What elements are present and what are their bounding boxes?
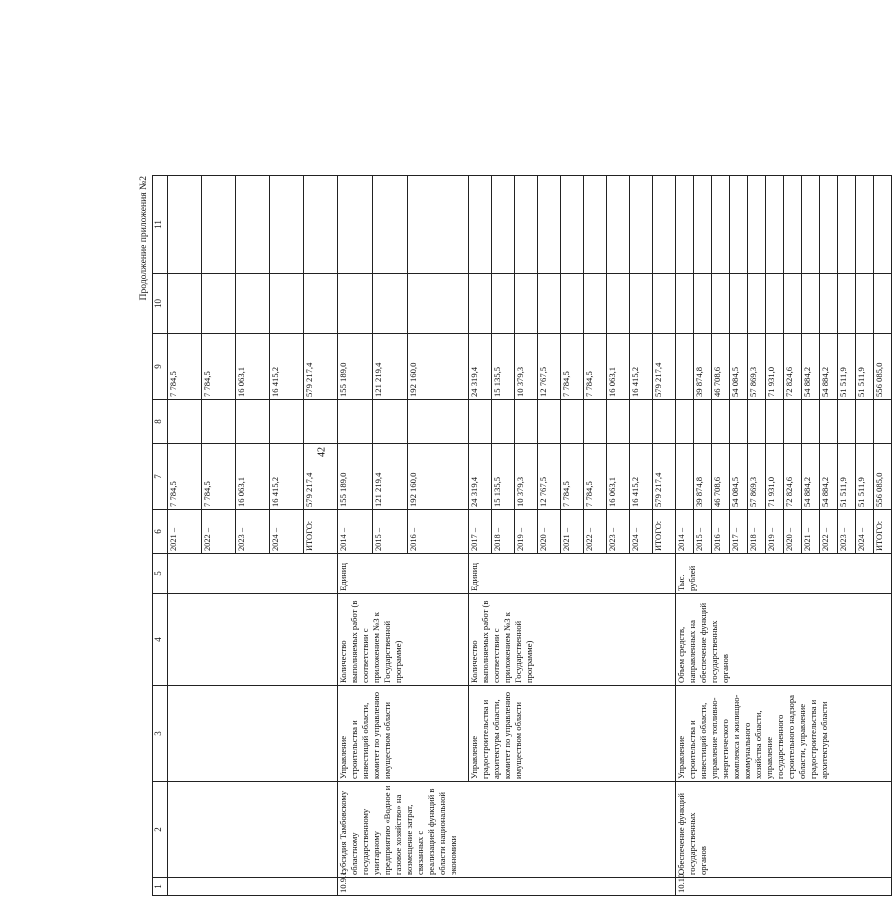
- value-col11: [820, 176, 838, 274]
- year-cell: 2024 –: [270, 510, 304, 554]
- year-cell: 2023 –: [838, 510, 856, 554]
- value-col9: 51 511,9: [838, 334, 856, 400]
- value-col7: 51 511,9: [856, 444, 874, 510]
- value-col8: [784, 400, 802, 444]
- value-col11: [694, 176, 712, 274]
- program-table: [152, 175, 892, 896]
- value-col11: [766, 176, 784, 274]
- value-col11: [712, 176, 730, 274]
- value-col9: 155 189,0: [338, 334, 373, 400]
- value-col8: [408, 400, 469, 444]
- value-col9: 16 063,1: [236, 334, 270, 400]
- value-col8: [270, 400, 304, 444]
- value-col7: 7 784,5: [561, 444, 584, 510]
- value-col8: [712, 400, 730, 444]
- value-col7: 46 708,6: [712, 444, 730, 510]
- value-col8: [515, 400, 538, 444]
- value-col8: [630, 400, 653, 444]
- year-cell: ИТОГО:: [304, 510, 338, 554]
- value-col8: [856, 400, 874, 444]
- year-cell: 2021 –: [802, 510, 820, 554]
- year-cell: 2016 –: [408, 510, 469, 554]
- value-col7: 57 869,3: [748, 444, 766, 510]
- measure-name-1010: Обеспечение функций государственных органов: [676, 782, 892, 878]
- value-col8: [838, 400, 856, 444]
- year-cell: 2023 –: [236, 510, 270, 554]
- year-cell: 2023 –: [607, 510, 630, 554]
- value-col9: 51 511,9: [856, 334, 874, 400]
- value-col7: 192 160,0: [408, 444, 469, 510]
- value-col11: [584, 176, 607, 274]
- blank-cell-3: [168, 686, 338, 782]
- executor-1091a: Управление строительства и инвестиций области, комитет по управлению имуществом области: [338, 686, 469, 782]
- unit-1010: Тыс. рублей: [676, 554, 892, 594]
- value-col10: [338, 274, 373, 334]
- value-col10: [676, 274, 694, 334]
- value-col9: 556 085,0: [874, 334, 892, 400]
- value-col11: [373, 176, 408, 274]
- value-col11: [874, 176, 892, 274]
- value-col9: 16 415,2: [630, 334, 653, 400]
- value-col11: [607, 176, 630, 274]
- value-col7: 7 784,5: [202, 444, 236, 510]
- value-col10: [469, 274, 492, 334]
- value-col9: 54 884,2: [820, 334, 838, 400]
- value-col7: 16 415,2: [630, 444, 653, 510]
- value-col7: 7 784,5: [168, 444, 202, 510]
- value-col9: 579 217,4: [653, 334, 676, 400]
- value-col11: [304, 176, 338, 274]
- value-col7: 54 884,2: [802, 444, 820, 510]
- value-col7: 24 319,4: [469, 444, 492, 510]
- value-col8: [168, 400, 202, 444]
- value-col11: [236, 176, 270, 274]
- year-cell: 2018 –: [748, 510, 766, 554]
- year-cell: 2020 –: [784, 510, 802, 554]
- value-col9: 46 708,6: [712, 334, 730, 400]
- indicator-1091b: Количество выполняемых работ (в соответствии с приложением №3 к Государственной программе): [469, 594, 676, 686]
- value-col8: [766, 400, 784, 444]
- value-col7: 7 784,5: [584, 444, 607, 510]
- value-col7: 15 135,5: [492, 444, 515, 510]
- column-number-4: 4: [153, 594, 168, 686]
- value-col8: [304, 400, 338, 444]
- value-col11: [784, 176, 802, 274]
- value-col10: [168, 274, 202, 334]
- row-number-1010: 10.10.: [676, 878, 892, 896]
- value-col8: [202, 400, 236, 444]
- value-col8: [236, 400, 270, 444]
- value-col9: 24 319,4: [469, 334, 492, 400]
- value-col11: [515, 176, 538, 274]
- value-col9: 10 379,3: [515, 334, 538, 400]
- value-col9: 57 869,3: [748, 334, 766, 400]
- value-col10: [694, 274, 712, 334]
- value-col10: [408, 274, 469, 334]
- value-col7: 54 884,2: [820, 444, 838, 510]
- value-col7: 121 219,4: [373, 444, 408, 510]
- value-col10: [712, 274, 730, 334]
- column-number-3: 3: [153, 686, 168, 782]
- value-col9: 7 784,5: [584, 334, 607, 400]
- executor-1010: Управление строительства и инвестиций области, управление топливно-энергетического комплекса и жилищно-коммунального хозяйства области, управление государственного строительного надзора области, управление градостроительства и архитектуры области: [676, 686, 892, 782]
- value-col11: [676, 176, 694, 274]
- year-cell: 2019 –: [515, 510, 538, 554]
- blank-cell-2: [168, 782, 338, 878]
- value-col7: 54 084,5: [730, 444, 748, 510]
- year-cell: 2021 –: [561, 510, 584, 554]
- value-col11: [561, 176, 584, 274]
- blank-cell-1: [168, 878, 338, 896]
- year-cell: 2014 –: [338, 510, 373, 554]
- value-col9: 7 784,5: [168, 334, 202, 400]
- value-col10: [270, 274, 304, 334]
- year-cell: 2015 –: [373, 510, 408, 554]
- year-cell: 2014 –: [676, 510, 694, 554]
- value-col7: 16 063,1: [236, 444, 270, 510]
- row-number-1091: 10.9.1.: [338, 878, 676, 896]
- year-cell: 2018 –: [492, 510, 515, 554]
- year-cell: 2024 –: [630, 510, 653, 554]
- value-col10: [584, 274, 607, 334]
- indicator-1010: Объем средств, направленных на обеспечение функций государственных органов: [676, 594, 892, 686]
- value-col10: [373, 274, 408, 334]
- value-col7: 579 217,4: [653, 444, 676, 510]
- year-cell: 2022 –: [820, 510, 838, 554]
- value-col10: [802, 274, 820, 334]
- value-col10: [748, 274, 766, 334]
- table-row: [168, 176, 202, 896]
- value-col10: [856, 274, 874, 334]
- year-cell: 2021 –: [168, 510, 202, 554]
- table-row: [338, 176, 373, 896]
- column-number-10: 10: [153, 274, 168, 334]
- year-cell: 2024 –: [856, 510, 874, 554]
- year-cell: 2015 –: [694, 510, 712, 554]
- value-col7: 556 085,0: [874, 444, 892, 510]
- value-col8: [338, 400, 373, 444]
- value-col10: [766, 274, 784, 334]
- year-cell: 2022 –: [584, 510, 607, 554]
- value-col10: [538, 274, 561, 334]
- value-col10: [236, 274, 270, 334]
- value-col10: [820, 274, 838, 334]
- header-row: [153, 176, 168, 896]
- value-col8: [820, 400, 838, 444]
- value-col8: [653, 400, 676, 444]
- year-cell: 2020 –: [538, 510, 561, 554]
- value-col9: 7 784,5: [561, 334, 584, 400]
- value-col8: [748, 400, 766, 444]
- value-col8: [802, 400, 820, 444]
- value-col9: 71 931,0: [766, 334, 784, 400]
- unit-1091b: Единиц: [469, 554, 676, 594]
- value-col8: [492, 400, 515, 444]
- value-col10: [561, 274, 584, 334]
- value-col9: 72 824,6: [784, 334, 802, 400]
- table-row: [676, 176, 694, 896]
- value-col11: [802, 176, 820, 274]
- value-col10: [515, 274, 538, 334]
- value-col9: 579 217,4: [304, 334, 338, 400]
- indicator-1091a: Количество выполняемых работ (в соответствии с приложением №3 к Государственной программе): [338, 594, 469, 686]
- value-col11: [653, 176, 676, 274]
- column-number-2: 2: [153, 782, 168, 878]
- year-cell: 2022 –: [202, 510, 236, 554]
- value-col8: [469, 400, 492, 444]
- value-col7: 12 767,5: [538, 444, 561, 510]
- value-col7: 155 189,0: [338, 444, 373, 510]
- value-col9: 12 767,5: [538, 334, 561, 400]
- value-col11: [748, 176, 766, 274]
- value-col8: [694, 400, 712, 444]
- blank-cell-5: [168, 554, 338, 594]
- year-cell: 2019 –: [766, 510, 784, 554]
- value-col11: [408, 176, 469, 274]
- value-col7: [676, 444, 694, 510]
- value-col7: 39 874,8: [694, 444, 712, 510]
- rotated-table-sheet: [138, 176, 884, 896]
- year-cell: 2016 –: [712, 510, 730, 554]
- value-col11: [538, 176, 561, 274]
- executor-1091b: Управление градостроительства и архитектуры области, комитет по управлению имуществом области: [469, 686, 676, 782]
- value-col11: [469, 176, 492, 274]
- value-col9: 54 884,2: [802, 334, 820, 400]
- value-col9: 54 084,5: [730, 334, 748, 400]
- column-number-7: 7: [153, 444, 168, 510]
- value-col10: [607, 274, 630, 334]
- value-col11: [730, 176, 748, 274]
- column-number-8: 8: [153, 400, 168, 444]
- column-number-11: 11: [153, 176, 168, 274]
- value-col9: 121 219,4: [373, 334, 408, 400]
- value-col7: 51 511,9: [838, 444, 856, 510]
- value-col8: [584, 400, 607, 444]
- value-col11: [630, 176, 653, 274]
- value-col8: [373, 400, 408, 444]
- value-col11: [838, 176, 856, 274]
- value-col10: [874, 274, 892, 334]
- value-col8: [561, 400, 584, 444]
- value-col9: 15 135,5: [492, 334, 515, 400]
- year-cell: 2017 –: [730, 510, 748, 554]
- value-col8: [538, 400, 561, 444]
- value-col8: [607, 400, 630, 444]
- value-col11: [492, 176, 515, 274]
- value-col8: [676, 400, 694, 444]
- value-col11: [856, 176, 874, 274]
- unit-1091a: Единиц: [338, 554, 469, 594]
- value-col7: 71 931,0: [766, 444, 784, 510]
- value-col7: 72 824,6: [784, 444, 802, 510]
- blank-cell-4: [168, 594, 338, 686]
- value-col10: [653, 274, 676, 334]
- value-col9: 16 063,1: [607, 334, 630, 400]
- measure-name-1091: субсидия Тамбовскому областному государственному унитарному предприятию «Водное и газовое хозяйство» на возмещение затрат, связанных с реализацией функций в области национальной экономики: [338, 782, 676, 878]
- value-col11: [270, 176, 304, 274]
- column-number-6: 6: [153, 510, 168, 554]
- year-cell: ИТОГО:: [874, 510, 892, 554]
- value-col10: [492, 274, 515, 334]
- column-number-5: 5: [153, 554, 168, 594]
- value-col10: [730, 274, 748, 334]
- value-col10: [784, 274, 802, 334]
- value-col10: [630, 274, 653, 334]
- year-cell: 2017 –: [469, 510, 492, 554]
- appendix-caption: Продолжение приложения №2: [138, 176, 149, 301]
- value-col9: [676, 334, 694, 400]
- value-col9: 192 160,0: [408, 334, 469, 400]
- value-col7: 10 379,3: [515, 444, 538, 510]
- value-col7: 579 217,4: [304, 444, 338, 510]
- column-number-1: 1: [153, 878, 168, 896]
- column-number-9: 9: [153, 334, 168, 400]
- value-col10: [838, 274, 856, 334]
- value-col10: [304, 274, 338, 334]
- value-col11: [338, 176, 373, 274]
- value-col7: 16 415,2: [270, 444, 304, 510]
- value-col8: [874, 400, 892, 444]
- value-col11: [168, 176, 202, 274]
- value-col8: [730, 400, 748, 444]
- value-col9: 16 415,2: [270, 334, 304, 400]
- value-col9: 7 784,5: [202, 334, 236, 400]
- page-number: 42: [316, 447, 328, 457]
- year-cell: ИТОГО:: [653, 510, 676, 554]
- value-col10: [202, 274, 236, 334]
- value-col9: 39 874,8: [694, 334, 712, 400]
- value-col7: 16 063,1: [607, 444, 630, 510]
- value-col11: [202, 176, 236, 274]
